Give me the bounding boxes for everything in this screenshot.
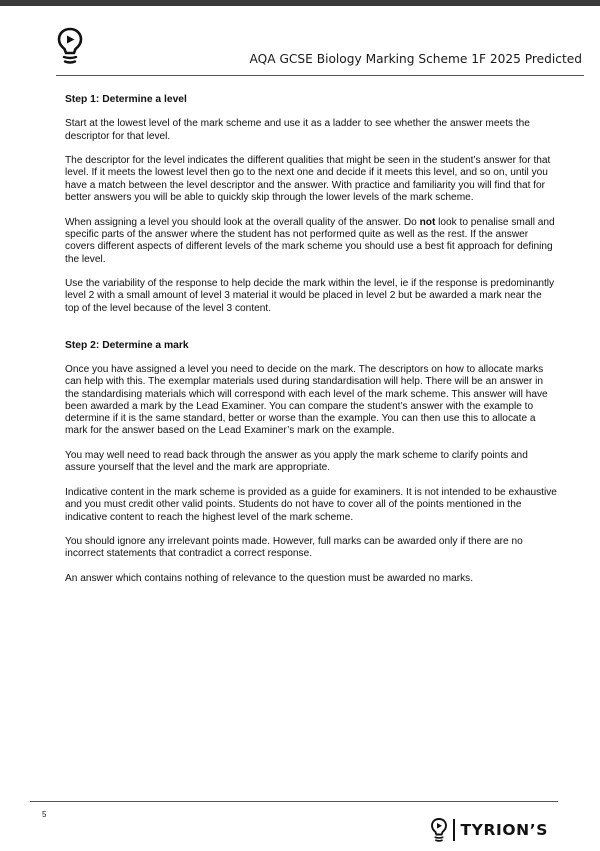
brand-name: TYRION’S <box>460 821 548 839</box>
brand-logo-lockup <box>430 817 548 843</box>
step2-paragraph-4: You should ignore any irrelevant points made. However, full marks can be awarded only if there are no incorrect statements that contradict a correct response. <box>65 536 523 560</box>
step2-paragraph-2: You may well need to read back through the answer as you apply the mark scheme to clarify points and assure yourself that the level and the mark are appropriate. <box>65 450 528 474</box>
step1-paragraph-2: The descriptor for the level indicates the different qualities that might be seen in the student’s answer for that level. If it meets the lowest level then go to the next one and decide if it meets this level, and so on, until you have a match between the level descriptor and the answer. With practice and familiarity you will find that for better answers you will be able to quickly skip through the lower levels of the mark scheme. <box>65 155 551 204</box>
document-header-title: AQA GCSE Biology Marking Scheme 1F 2025 Predicted <box>249 52 582 66</box>
footer-divider <box>30 801 558 802</box>
brand-separator <box>453 819 455 841</box>
step2-paragraph-3: Indicative content in the mark scheme is provided as a guide for examiners. It is not intended to be exhaustive and you must credit other valid points. Students do not have to cover all of the points mentioned in the indicative content to reach the highest level of the mark scheme. <box>65 486 557 523</box>
header-divider <box>56 75 584 76</box>
page-number: 5 <box>42 810 47 819</box>
step1-paragraph-3-emphasis: not <box>419 216 436 228</box>
document-body <box>65 94 557 598</box>
step1-paragraph-3-end: look to penalise small and specific parts of the answer where the student has not performed quite as well as the rest. If the answer covers different aspects of different levels of the mark scheme you should use a best fit approach for defining the level. <box>65 216 555 265</box>
step2-heading: Step 2: Determine a mark <box>65 339 189 351</box>
lightbulb-play-icon <box>430 817 448 843</box>
document-page <box>0 6 600 851</box>
section-spacer <box>65 327 557 339</box>
step2-paragraph-5: An answer which contains nothing of relevance to the question must be awarded no marks. <box>65 572 474 584</box>
lightbulb-play-icon <box>56 26 84 66</box>
step1-paragraph-1: Start at the lowest level of the mark scheme and use it as a ladder to see whether the answer meets the descriptor for that level. <box>65 118 530 142</box>
step1-paragraph-3 <box>65 217 557 266</box>
step2-paragraph-1: Once you have assigned a level you need to decide on the mark. The descriptors on how to allocate marks can help with this. The exemplar materials used during standardisation will help. There will be an answer in the standardising materials which will correspond with each level of the mark scheme. This answer will have been awarded a mark by the Lead Examiner. You can compare the student’s answer with the example to determine if it is the same standard, better or worse than the example. You can then use this to allocate a mark for the answer based on the Lead Examiner’s mark on the example. <box>65 363 548 437</box>
step1-paragraph-4: Use the variability of the response to help decide the mark within the level, ie if the response is predominantly level 2 with a small amount of level 3 material it would be placed in level 2 but be awarded a mark near the top of the level because of the level 3 content. <box>65 278 555 314</box>
step1-paragraph-3-start: When assigning a level you should look at the overall quality of the answer. Do <box>65 216 420 228</box>
step1-heading: Step 1: Determine a level <box>65 94 187 105</box>
